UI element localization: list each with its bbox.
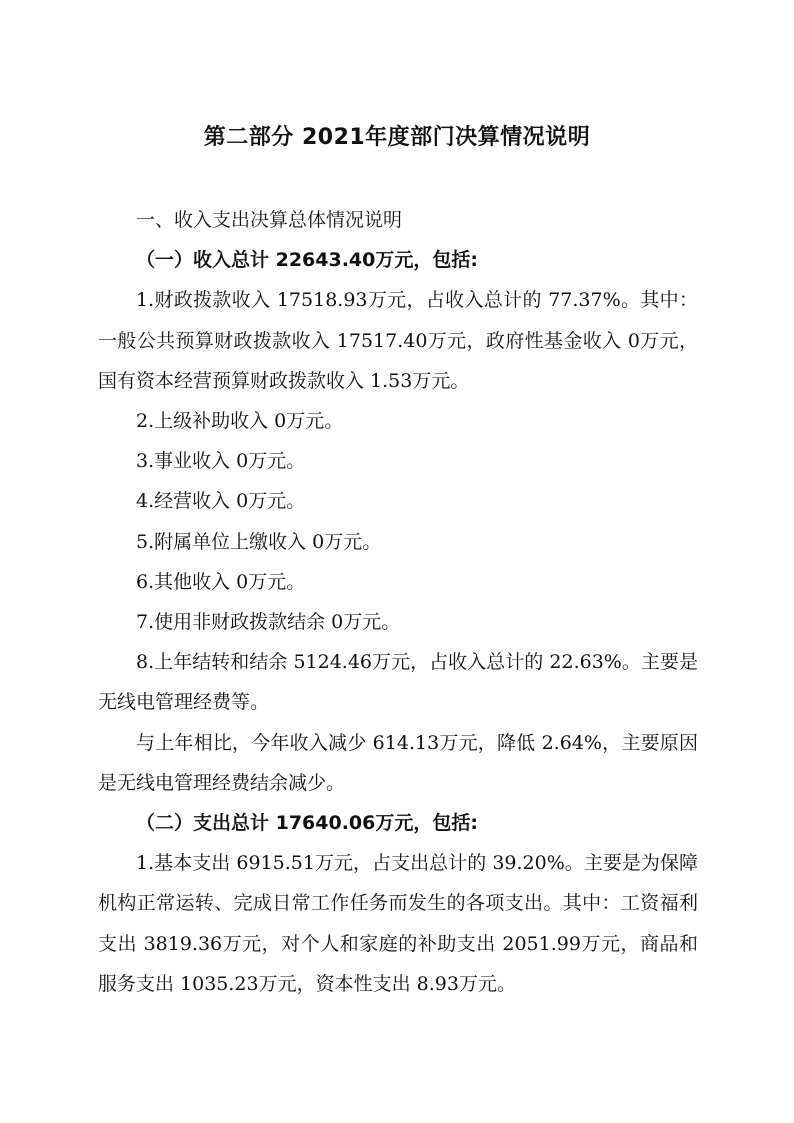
page-title: 第二部分 2021年度部门决算情况说明 [203, 125, 591, 150]
paragraph-operating-income: 4.经营收入 0万元。 [136, 490, 306, 513]
subheading-total-expenditure: （二）支出总计 17640.06万元，包括: [136, 812, 478, 835]
paragraph-non-fiscal-balance: 7.使用非财政拨款结余 0万元。 [136, 611, 401, 634]
paragraph-basic-expenditure: 1.基本支出 6915.51万元，占支出总计的 39.20%。主要是为保障机构正常运转、完成日常工作任务而发生的各项支出。其中：工资福利支出 3819.36万元，对个人和家庭的补助支出 2051.99万元，商品和服务支出 1035.23万元，资本性支出 8.93万元。 [98, 852, 698, 995]
paragraph-business-income: 3.事业收入 0万元。 [136, 450, 306, 473]
document-body [98, 200, 698, 1004]
paragraph-affiliated-unit-income: 5.附属单位上缴收入 0万元。 [136, 530, 382, 553]
paragraph-other-income: 6.其他收入 0万元。 [136, 570, 306, 593]
paragraph-higher-level-subsidy: 2.上级补助收入 0万元。 [136, 410, 344, 433]
paragraph-carryover-balance: 8.上年结转和结余 5124.46万元，占收入总计的 22.63%。主要是无线电管理经费等。 [98, 651, 698, 714]
paragraph-year-comparison: 与上年相比，今年收入减少 614.13万元，降低 2.64%，主要原因是无线电管理经费结余减少。 [98, 731, 698, 794]
subheading-total-revenue: （一）收入总计 22643.40万元，包括: [136, 249, 478, 272]
section-heading-revenue-expenditure: 一、收入支出决算总体情况说明 [136, 209, 403, 231]
paragraph-fiscal-appropriation: 1.财政拨款收入 17518.93万元，占收入总计的 77.37%。其中：一般公共预算财政拨款收入 17517.40万元，政府性基金收入 0万元，国有资本经营预算财政拨款收入 1.53万元。 [98, 289, 698, 392]
